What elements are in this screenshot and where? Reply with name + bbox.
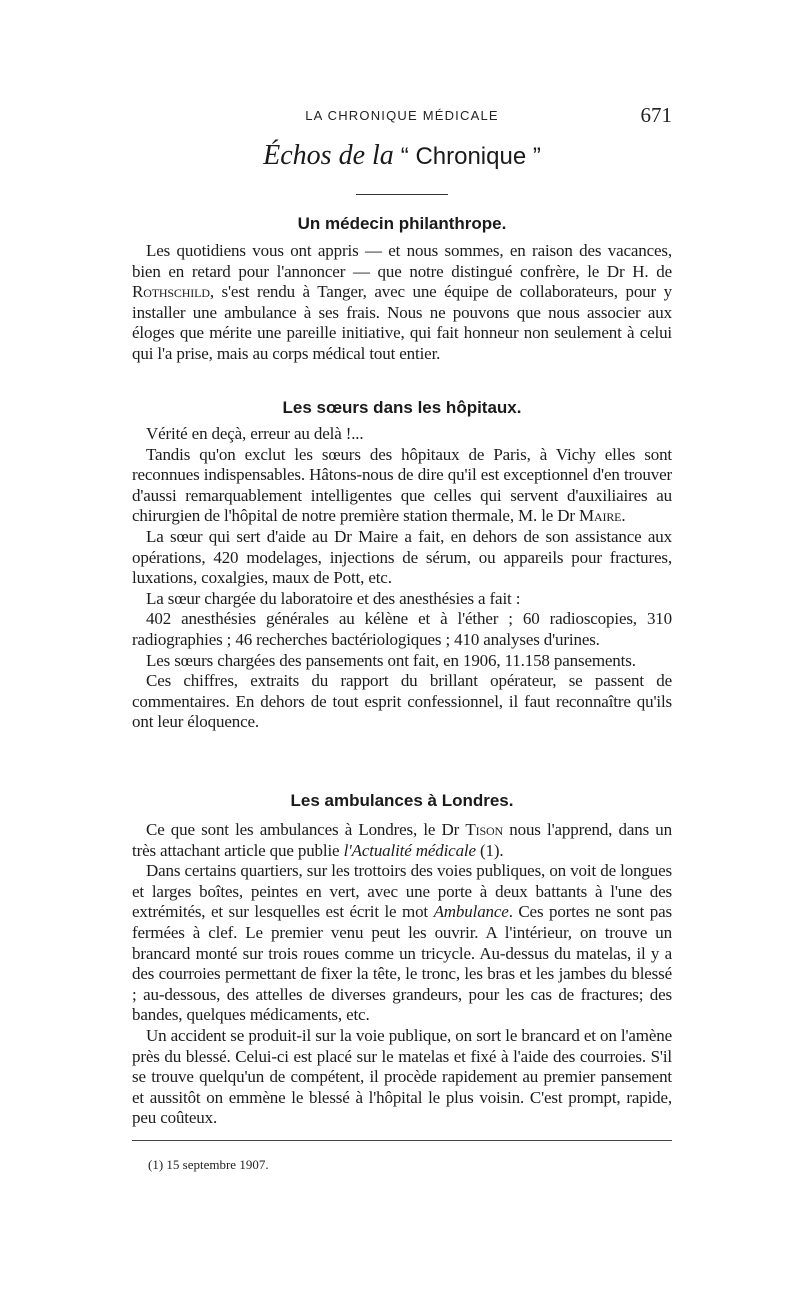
- paragraph: [132, 861, 672, 1026]
- emphasis-word: Ambulance: [433, 902, 509, 922]
- main-title: [132, 140, 672, 172]
- paragraph-text: , s'est rendu à Tanger, avec une équipe de collaborateurs, pour y installer une ambulance à ses frais. Nous ne pouvons que nous associer aux éloges que mérite une pareille initiative, qui fait honneur non seulement à celui qui l'a prise, mais au corps médical tout entier.: [132, 282, 672, 363]
- paragraph-text: . Ces portes ne sont pas fermées à clef. Le premier venu peut les ouvrir. A l'intérieur, on trouve un brancard monté sur trois roues comme un tricycle. Au-dessus du matelas, il y a des courroies permettant de fixer la tête, le tronc, les bras et les jambes du blessé ; au-dessous, des attelles de diverses grandeurs, pour les cas de fractures; des bandes, quelques médicaments, etc.: [132, 902, 672, 1025]
- person-name: Rothschild: [132, 282, 210, 302]
- section-title: Un médecin philanthrope.: [297, 214, 507, 233]
- paragraph-text: Les quotidiens vous ont appris — et nous sommes, en raison des vacances, bien en retard pour l'annoncer — que notre distingué confrère, le Dr H. de: [132, 241, 672, 281]
- paragraph: [132, 241, 672, 365]
- paragraph-text: (1).: [475, 840, 504, 860]
- paragraph: 402 anesthésies générales au kélène et à l'éther ; 60 radioscopies, 310 radiographies ; 46 recherches bactériologiques ; 410 analyses d'urines.: [132, 609, 672, 649]
- footnote-rule: [132, 1140, 672, 1141]
- person-name: Maire: [579, 506, 622, 526]
- person-name: Tison: [465, 820, 504, 839]
- paragraph-text: Ce que sont les ambulances à Londres, le Dr: [146, 820, 466, 839]
- paragraph: [132, 445, 672, 527]
- section-soeurs: [132, 398, 672, 733]
- paragraph: Ces chiffres, extraits du rapport du brillant opérateur, se passent de commentaires. En dehors de tout esprit confessionnel, il faut reconnaître qu'ils ont leur éloquence.: [132, 671, 672, 732]
- section-ambulances: [132, 791, 672, 1129]
- section-title: Les sœurs dans les hôpitaux.: [282, 398, 522, 417]
- title-rule: [356, 194, 448, 195]
- paragraph: La sœur chargée du laboratoire et des anesthésies a fait :: [146, 588, 521, 608]
- paragraph: La sœur qui sert d'aide au Dr Maire a fait, en dehors de son assistance aux opérations, 420 modelages, injections de sérum, ou appareils pour fractures, luxations, coxalgies, maux de Pott, etc.: [132, 526, 672, 588]
- paragraph: Les sœurs chargées des pansements ont fait, en 1906, 11.158 pansements.: [146, 650, 636, 670]
- page-number: 671: [640, 103, 672, 127]
- paragraph-text: nous l'apprend, dans un très attachant article que publie: [132, 820, 672, 860]
- paragraph-text: .: [621, 506, 626, 526]
- paragraph: Vérité en deçà, erreur au delà !...: [146, 424, 364, 443]
- footnote: (1) 15 septembre 1907.: [148, 1157, 269, 1172]
- section-title: Les ambulances à Londres.: [290, 791, 514, 810]
- section-philanthrope: [132, 214, 672, 365]
- paragraph: Un accident se produit-il sur la voie publique, on sort le brancard et on l'amène près du blessé. Celui-ci est placé sur le matelas et fixé à l'aide des courroies. S'il se trouve quelqu'un de compétent, il procède rapidement au premier pansement et aussitôt on emmène le blessé à l'hôpital le plus voisin. C'est prompt, rapide, peu coûteux.: [132, 1025, 672, 1128]
- paragraph-text: Tandis qu'on exclut les sœurs des hôpitaux de Paris, à Vichy elles sont reconnues indispensables. Hâtons-nous de dire qu'il est exceptionnel d'en trouver d'aussi remarquablement intelligentes que celles qui servent d'auxiliaires au chirurgien de l'hôpital de notre première station thermale, M. le Dr: [132, 444, 672, 526]
- running-title: LA CHRONIQUE MÉDICALE: [305, 108, 499, 123]
- paragraph-text: Dans certains quartiers, sur les trottoirs des voies publiques, on voit de longues et larges boîtes, peintes en vert, avec une porte à deux battants à l'une des extrémités, et sur lesquelles est écrit le mot: [132, 861, 672, 922]
- page-header: [132, 103, 672, 134]
- paragraph: [132, 820, 672, 861]
- journal-title: l'Actualité médicale: [343, 840, 476, 860]
- main-title-part1: Échos de la: [263, 140, 394, 171]
- main-title-part2: “ Chronique ”: [400, 143, 541, 170]
